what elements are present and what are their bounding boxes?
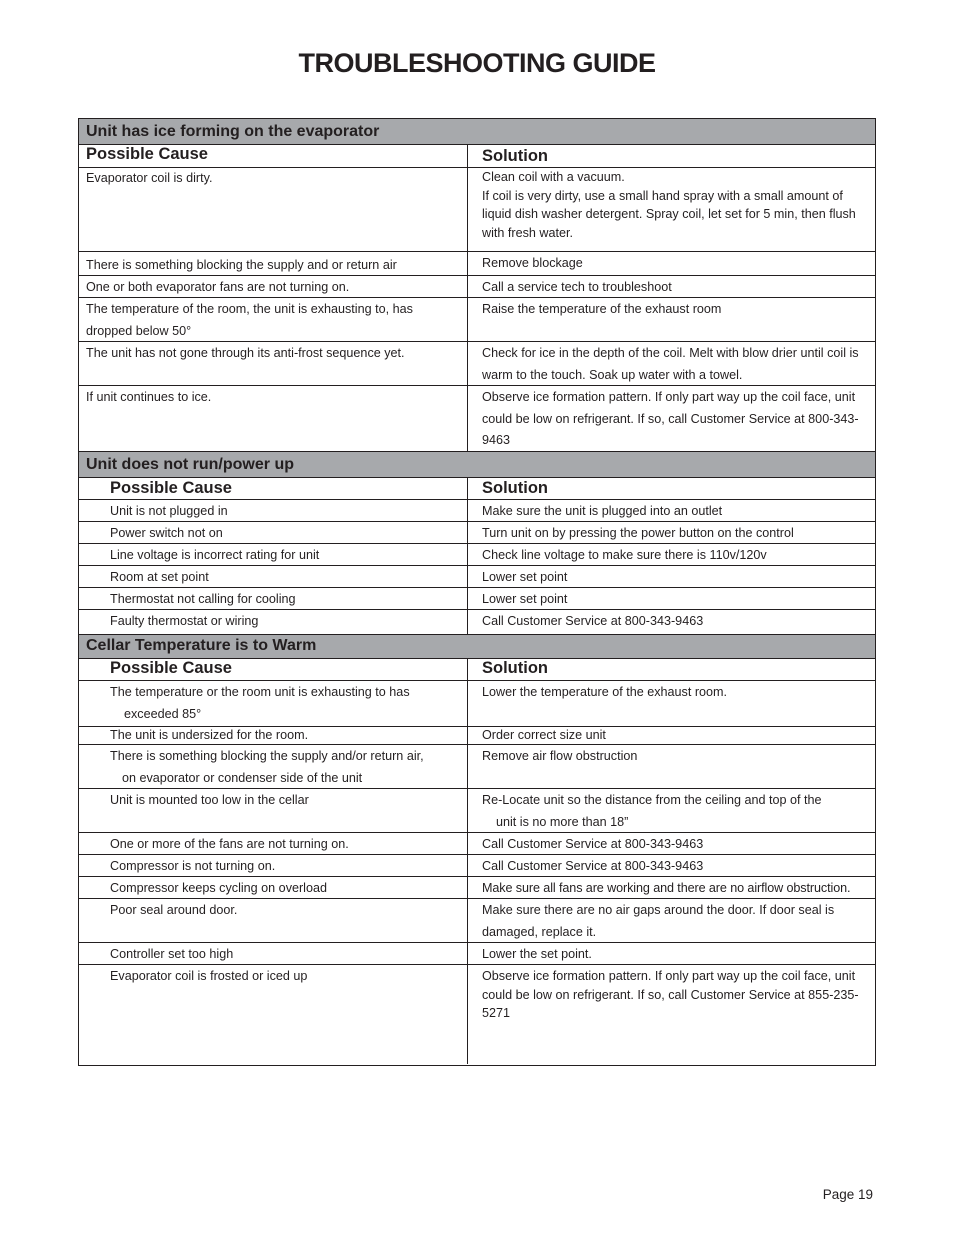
table-row [79, 522, 875, 544]
cause-cell: One or both evaporator fans are not turning on. [86, 280, 350, 294]
solution-cell: Observe ice formation pattern. If only part way up the coil face, unit could be low on refrigerant. If so, call Customer Service at 855-235-5271 [482, 969, 859, 1020]
table-row [79, 168, 875, 252]
cause-line: The temperature or the room unit is exhausting to has [110, 685, 410, 699]
solution-cell: Make sure there are no air gaps around the door. If door seal is damaged, replace it. [482, 903, 835, 939]
cause-cell: Power switch not on [110, 526, 223, 540]
cause-cell [110, 682, 461, 725]
solution-cell: Clean coil with a vacuum. If coil is very dirty, use a small hand spray with a small amount of liquid dish washer detergent. Spray coil, let set for 5 min, then flush with fresh water. [482, 170, 856, 240]
cause-cell: The temperature of the room, the unit is exhausting to, has dropped below 50° [86, 302, 413, 338]
solution-cell: Lower the set point. [482, 947, 592, 961]
solution-cell: Call Customer Service at 800-343-9463 [482, 859, 704, 873]
cause-cell: Room at set point [110, 570, 209, 584]
cause-cell: Thermostat not calling for cooling [110, 592, 296, 606]
table-row [79, 610, 875, 635]
column-header-row [79, 478, 875, 500]
table-row [79, 500, 875, 522]
solution-header: Solution [482, 479, 548, 497]
solution-cell: Remove air flow obstruction [482, 749, 638, 763]
solution-cell: Call Customer Service at 800-343-9463 [482, 614, 704, 628]
solution-cell: Observe ice formation pattern. If only part way up the coil face, unit could be low on refrigerant. If so, call Customer Service at 800-343-9463 [482, 390, 859, 447]
cause-line: There is something blocking the supply and/or return air, [110, 749, 424, 763]
cause-cell: Evaporator coil is frosted or iced up [110, 969, 308, 983]
solution-cell: Lower set point [482, 570, 568, 584]
cause-header: Possible Cause [110, 659, 232, 677]
cause-cell: Controller set too high [110, 947, 234, 961]
section-heading-warm [79, 635, 875, 659]
page-number: Page 19 [822, 1187, 873, 1202]
table-row [79, 899, 875, 943]
solution-cell: Turn unit on by pressing the power button on the control [482, 526, 794, 540]
column-header-row [79, 145, 875, 168]
section-heading-text: Unit does not run/power up [86, 456, 294, 473]
cause-header: Possible Cause [110, 479, 232, 497]
solution-header: Solution [482, 659, 548, 677]
cause-cell: One or more of the fans are not turning on. [110, 837, 349, 851]
table-row [79, 833, 875, 855]
solution-line: Re-Locate unit so the distance from the ceiling and top of the [482, 793, 822, 807]
table-row [79, 544, 875, 566]
table-row [79, 566, 875, 588]
table-row [79, 588, 875, 610]
solution-cell: Order correct size unit [482, 728, 606, 742]
solution-cell [482, 790, 869, 833]
table-row [79, 252, 875, 276]
column-header-row [79, 659, 875, 681]
table-row [79, 298, 875, 342]
solution-cell: Lower the temperature of the exhaust room. [482, 685, 728, 699]
solution-cell: Remove blockage [482, 256, 583, 270]
cause-cell: Evaporator coil is dirty. [86, 171, 213, 185]
table-row [79, 681, 875, 727]
cause-cell: Faulty thermostat or wiring [110, 614, 259, 628]
table-row [79, 745, 875, 789]
cause-cell: There is something blocking the supply and or return air [86, 258, 397, 272]
table-row [79, 276, 875, 298]
section-heading-text: Cellar Temperature is to Warm [86, 637, 317, 654]
cause-cell: Line voltage is incorrect rating for unit [110, 548, 320, 562]
solution-cell: Check line voltage to make sure there is 110v/120v [482, 548, 767, 562]
cause-cell [110, 746, 461, 789]
cause-header: Possible Cause [86, 145, 208, 163]
solution-line-cont: unit is no more than 18” [496, 814, 629, 829]
troubleshooting-table [78, 118, 876, 1066]
table-row [79, 855, 875, 877]
cause-cell: The unit is undersized for the room. [110, 728, 309, 742]
cause-line-cont: exceeded 85° [124, 706, 202, 721]
cause-line-cont: on evaporator or condenser side of the unit [122, 770, 363, 785]
page-title: TROUBLESHOOTING GUIDE [298, 48, 656, 78]
cause-cell: The unit has not gone through its anti-frost sequence yet. [86, 346, 405, 360]
cause-cell: If unit continues to ice. [86, 390, 212, 404]
table-row [79, 943, 875, 965]
solution-cell: Raise the temperature of the exhaust room [482, 302, 722, 316]
solution-cell: Make sure the unit is plugged into an outlet [482, 504, 723, 518]
table-row [79, 342, 875, 386]
cause-cell: Unit is not plugged in [110, 504, 228, 518]
table-row [79, 727, 875, 745]
solution-cell: Lower set point [482, 592, 568, 606]
cause-cell: Unit is mounted too low in the cellar [110, 793, 309, 807]
solution-cell: Check for ice in the depth of the coil. Melt with blow drier until coil is warm to the touch. Soak up water with a towel. [482, 346, 859, 382]
cause-cell: Poor seal around door. [110, 903, 238, 917]
table-row [79, 789, 875, 833]
section-heading-text: Unit has ice forming on the evaporator [86, 123, 380, 140]
solution-cell: Call Customer Service at 800-343-9463 [482, 837, 704, 851]
table-row [79, 877, 875, 899]
solution-cell: Make sure all fans are working and there are no airflow obstruction. [482, 881, 851, 895]
solution-cell: Call a service tech to troubleshoot [482, 280, 672, 294]
cause-cell: Compressor is not turning on. [110, 859, 276, 873]
section-heading-power [79, 452, 875, 478]
cause-cell: Compressor keeps cycling on overload [110, 881, 327, 895]
table-row [79, 386, 875, 452]
section-heading-ice [79, 119, 875, 145]
table-row [79, 965, 875, 1064]
solution-header: Solution [482, 147, 548, 165]
